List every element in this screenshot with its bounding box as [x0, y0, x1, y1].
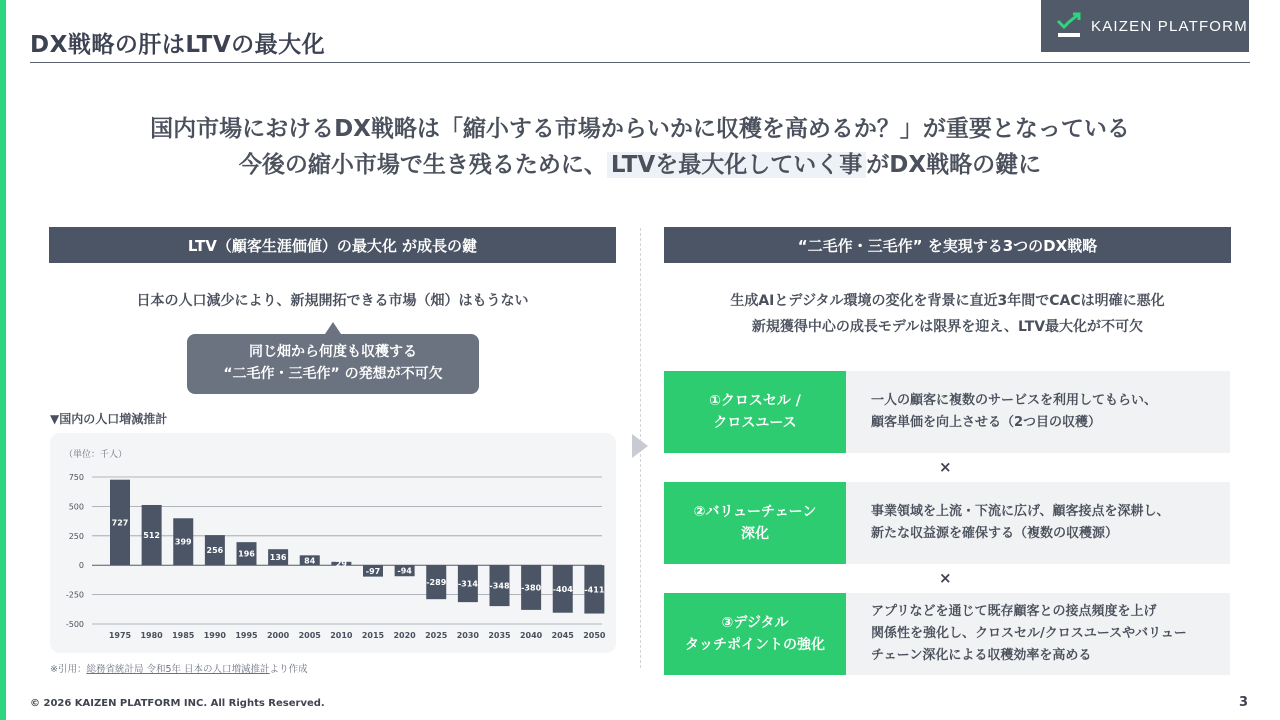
strategy-desc-line-3: チェーン深化による収穫効率を高める — [871, 648, 1092, 664]
strategy-card-digital-touchpoint — [664, 593, 1230, 675]
y-tick-label: -250 — [65, 590, 84, 600]
times-icon: × — [939, 458, 952, 476]
y-tick-label: 500 — [68, 502, 84, 512]
source-prefix: ※引用： — [50, 664, 87, 675]
bar-value-label: 512 — [143, 531, 160, 541]
source-note — [50, 661, 308, 675]
bar-value-label: 399 — [174, 537, 192, 547]
x-tick-label: 2010 — [330, 631, 353, 640]
x-tick-label: 2025 — [425, 631, 448, 640]
bar-value-label: -289 — [426, 578, 447, 588]
strategy-tag-line-2: 深化 — [741, 526, 769, 542]
x-tick-label: 2035 — [488, 631, 511, 640]
right-subtitle-1: 生成AIとデジタル環境の変化を背景に直近3年間でCACは明確に悪化 — [730, 293, 1165, 309]
strategy-card-value-chain — [664, 482, 1230, 564]
bar-value-label: 136 — [269, 553, 287, 563]
bar-value-label: -314 — [457, 579, 478, 589]
lead-line-2-highlight: LTVを最大化していく事 — [607, 152, 866, 178]
strategy-tag-line-1: ①クロスセル / — [709, 392, 801, 409]
left-section-header: LTV（顧客生涯価値）の最大化 が成長の鍵 — [49, 227, 616, 263]
right-subtitle-2: 新規獲得中心の成長モデルは限界を迎え、LTV最大化が不可欠 — [751, 319, 1144, 335]
lead-line-2-post: がDX戦略の鍵に — [866, 152, 1042, 178]
title-rule — [30, 62, 1250, 63]
bar-value-label: -404 — [552, 584, 573, 594]
lead-line-1: 国内市場におけるDX戦略は「縮小する市場からいかに収穫を高めるか？」が重要となっている — [150, 116, 1130, 142]
strategy-tag-line-1: ③デジタル — [721, 614, 789, 631]
logo — [1041, 0, 1249, 52]
x-tick-label: 2050 — [583, 631, 606, 640]
page-number: 3 — [1239, 695, 1249, 710]
strategy-tag — [664, 482, 846, 564]
strategy-desc-line-2: 新たな収益源を確保する（複数の収穫源） — [871, 526, 1119, 541]
strategy-tag — [664, 593, 846, 675]
x-tick-label: 2045 — [551, 631, 574, 640]
x-tick-label: 1995 — [235, 631, 258, 640]
bar-value-label: -380 — [521, 583, 542, 593]
strategy-card-cross-sell — [664, 371, 1230, 453]
x-tick-label: 1975 — [108, 631, 132, 640]
population-chart — [50, 433, 616, 653]
callout-line-1: 同じ畑から何度も収穫する — [249, 344, 417, 361]
strategy-tag — [664, 371, 846, 453]
bar-value-label: 196 — [238, 549, 255, 559]
strategy-desc-line-1: アプリなどを通じて既存顧客との接点頻度を上げ — [871, 603, 1157, 619]
x-tick-label: 2030 — [456, 631, 480, 640]
y-tick-label: 250 — [68, 531, 84, 541]
strategy-desc-line-2: 顧客単価を向上させる（2つ目の収穫） — [871, 415, 1102, 430]
chart-unit-label: （単位：千人） — [64, 450, 128, 460]
chart-check-icon — [1055, 11, 1085, 41]
strategy-tag-line-1: ②バリューチェーン — [693, 503, 817, 520]
y-tick-label: -500 — [65, 620, 84, 629]
logo-text: KAIZEN PLATFORM — [1091, 17, 1248, 35]
strategy-desc-line-2: 関係性を強化し、クロスセル/クロスユースやバリュー — [871, 625, 1187, 641]
bar-value-label: 256 — [206, 546, 224, 556]
times-icon: × — [939, 569, 952, 587]
bar-value-label: -97 — [365, 566, 381, 576]
slide-title: DX戦略の肝はLTVの最大化 — [30, 32, 326, 58]
chart-svg — [50, 433, 616, 653]
left-subtitle: 日本の人口減少により、新規開拓できる市場（畑）はもうない — [136, 293, 529, 309]
y-tick-label: 750 — [68, 473, 84, 482]
lead-line-2 — [0, 146, 1280, 179]
x-tick-label: 2020 — [393, 631, 416, 640]
bar-value-label: -94 — [397, 566, 412, 576]
arrow-right-icon — [632, 434, 648, 458]
lead-line-2-pre: 今後の縮小市場で生き残るために、 — [238, 152, 607, 178]
bar-value-label: -411 — [584, 585, 605, 595]
y-tick-label: 0 — [78, 561, 84, 571]
bar-value-label: 29 — [335, 559, 347, 569]
bar-value-label: 84 — [304, 556, 316, 566]
right-section-header: “二毛作・三毛作” を実現する3つのDX戦略 — [664, 227, 1231, 263]
strategy-desc — [846, 482, 1230, 564]
x-tick-label: 2005 — [298, 631, 321, 640]
x-tick-label: 2040 — [519, 631, 543, 640]
x-tick-label: 2015 — [361, 631, 385, 640]
x-tick-label: 1985 — [172, 631, 195, 640]
callout-line-2: “二毛作・三毛作” の発想が不可欠 — [223, 366, 443, 382]
callout-bubble — [187, 334, 479, 394]
copyright-footer: © 2026 KAIZEN PLATFORM INC. All Rights Reserved. — [30, 698, 325, 709]
bar-value-label: -348 — [489, 581, 510, 591]
source-link[interactable]: 総務省統計局 令和5年 日本の人口増減推計 — [86, 664, 270, 675]
strategy-desc-line-1: 一人の顧客に複数のサービスを利用してもらい、 — [871, 392, 1158, 408]
x-tick-label: 2000 — [266, 631, 290, 640]
x-tick-label: 1990 — [203, 631, 227, 640]
strategy-desc-line-1: 事業領域を上流・下流に広げ、顧客接点を深耕し、 — [871, 503, 1170, 519]
x-tick-label: 1980 — [140, 631, 163, 640]
source-suffix: より作成 — [269, 664, 308, 675]
strategy-desc — [846, 593, 1230, 675]
accent-bar — [0, 0, 6, 720]
strategy-tag-line-2: クロスユース — [713, 415, 797, 431]
bar-value-label: 727 — [111, 518, 129, 528]
chart-caption: ▼国内の人口増減推計 — [50, 412, 168, 426]
strategy-desc — [846, 371, 1230, 453]
strategy-tag-line-2: タッチポイントの強化 — [685, 637, 825, 653]
